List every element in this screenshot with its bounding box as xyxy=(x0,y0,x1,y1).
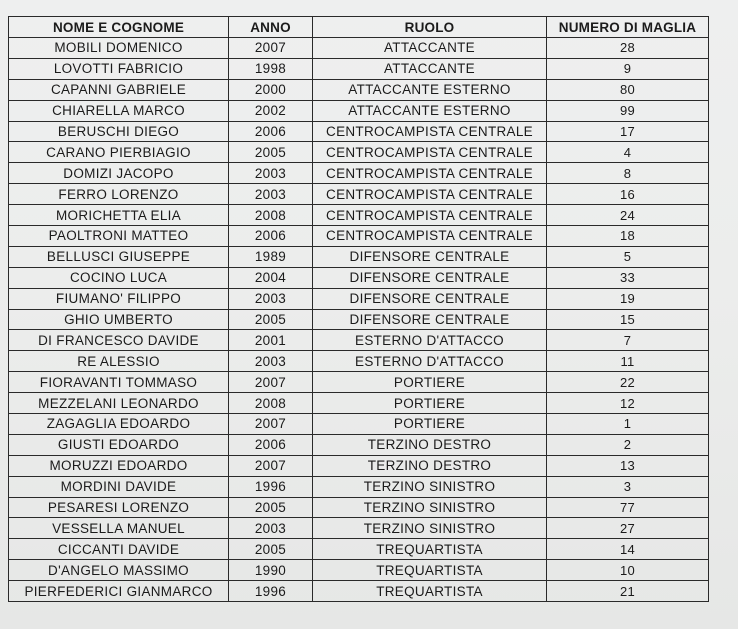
roster-table-head xyxy=(9,17,709,38)
table-row xyxy=(9,393,709,414)
player-name-cell: D'ANGELO MASSIMO xyxy=(9,560,229,581)
player-name-cell: PIERFEDERICI GIANMARCO xyxy=(9,581,229,602)
role-cell: TREQUARTISTA xyxy=(313,560,547,581)
table-row xyxy=(9,142,709,163)
table-row xyxy=(9,581,709,602)
jersey-number-cell: 4 xyxy=(547,142,709,163)
table-row xyxy=(9,455,709,476)
player-name-cell: MORUZZI EDOARDO xyxy=(9,455,229,476)
jersey-number-cell: 80 xyxy=(547,79,709,100)
jersey-number-cell: 99 xyxy=(547,100,709,121)
role-cell: ATTACCANTE xyxy=(313,38,547,59)
birth-year-cell: 2001 xyxy=(229,330,313,351)
jersey-number-cell: 22 xyxy=(547,372,709,393)
table-row xyxy=(9,434,709,455)
player-name-cell: COCINO LUCA xyxy=(9,267,229,288)
birth-year-cell: 2006 xyxy=(229,121,313,142)
player-name-cell: GHIO UMBERTO xyxy=(9,309,229,330)
player-name-cell: FIUMANO' FILIPPO xyxy=(9,288,229,309)
table-row xyxy=(9,184,709,205)
role-cell: ESTERNO D'ATTACCO xyxy=(313,351,547,372)
table-row xyxy=(9,288,709,309)
player-name-cell: GIUSTI EDOARDO xyxy=(9,434,229,455)
header-role: RUOLO xyxy=(313,17,547,38)
birth-year-cell: 2003 xyxy=(229,184,313,205)
role-cell: ATTACCANTE ESTERNO xyxy=(313,79,547,100)
role-cell: TERZINO DESTRO xyxy=(313,455,547,476)
jersey-number-cell: 3 xyxy=(547,476,709,497)
table-row xyxy=(9,309,709,330)
table-row xyxy=(9,205,709,226)
jersey-number-cell: 16 xyxy=(547,184,709,205)
jersey-number-cell: 17 xyxy=(547,121,709,142)
player-name-cell: CHIARELLA MARCO xyxy=(9,100,229,121)
role-cell: TERZINO SINISTRO xyxy=(313,518,547,539)
table-row xyxy=(9,246,709,267)
jersey-number-cell: 15 xyxy=(547,309,709,330)
role-cell: PORTIERE xyxy=(313,393,547,414)
role-cell: DIFENSORE CENTRALE xyxy=(313,309,547,330)
birth-year-cell: 2003 xyxy=(229,351,313,372)
jersey-number-cell: 28 xyxy=(547,38,709,59)
table-row xyxy=(9,163,709,184)
birth-year-cell: 1996 xyxy=(229,476,313,497)
table-row xyxy=(9,497,709,518)
player-name-cell: FIORAVANTI TOMMASO xyxy=(9,372,229,393)
header-name: NOME E COGNOME xyxy=(9,17,229,38)
role-cell: CENTROCAMPISTA CENTRALE xyxy=(313,226,547,247)
role-cell: ATTACCANTE ESTERNO xyxy=(313,100,547,121)
jersey-number-cell: 27 xyxy=(547,518,709,539)
birth-year-cell: 2007 xyxy=(229,372,313,393)
birth-year-cell: 2006 xyxy=(229,226,313,247)
jersey-number-cell: 12 xyxy=(547,393,709,414)
player-name-cell: CICCANTI DAVIDE xyxy=(9,539,229,560)
role-cell: PORTIERE xyxy=(313,372,547,393)
birth-year-cell: 2005 xyxy=(229,309,313,330)
table-row xyxy=(9,38,709,59)
role-cell: CENTROCAMPISTA CENTRALE xyxy=(313,184,547,205)
birth-year-cell: 2002 xyxy=(229,100,313,121)
birth-year-cell: 1996 xyxy=(229,581,313,602)
birth-year-cell: 2003 xyxy=(229,288,313,309)
table-row xyxy=(9,351,709,372)
table-row xyxy=(9,58,709,79)
role-cell: PORTIERE xyxy=(313,414,547,435)
header-number: NUMERO DI MAGLIA xyxy=(547,17,709,38)
role-cell: TREQUARTISTA xyxy=(313,539,547,560)
role-cell: TERZINO DESTRO xyxy=(313,434,547,455)
role-cell: TERZINO SINISTRO xyxy=(313,476,547,497)
birth-year-cell: 1998 xyxy=(229,58,313,79)
birth-year-cell: 2000 xyxy=(229,79,313,100)
table-row xyxy=(9,539,709,560)
birth-year-cell: 2005 xyxy=(229,142,313,163)
jersey-number-cell: 10 xyxy=(547,560,709,581)
role-cell: CENTROCAMPISTA CENTRALE xyxy=(313,142,547,163)
jersey-number-cell: 24 xyxy=(547,205,709,226)
role-cell: ATTACCANTE xyxy=(313,58,547,79)
jersey-number-cell: 14 xyxy=(547,539,709,560)
table-row xyxy=(9,226,709,247)
player-name-cell: DOMIZI JACOPO xyxy=(9,163,229,184)
jersey-number-cell: 8 xyxy=(547,163,709,184)
jersey-number-cell: 77 xyxy=(547,497,709,518)
birth-year-cell: 1989 xyxy=(229,246,313,267)
player-name-cell: LOVOTTI FABRICIO xyxy=(9,58,229,79)
table-row xyxy=(9,100,709,121)
role-cell: CENTROCAMPISTA CENTRALE xyxy=(313,121,547,142)
player-name-cell: CAPANNI GABRIELE xyxy=(9,79,229,100)
roster-table-container xyxy=(8,16,708,602)
jersey-number-cell: 11 xyxy=(547,351,709,372)
birth-year-cell: 2005 xyxy=(229,539,313,560)
jersey-number-cell: 33 xyxy=(547,267,709,288)
player-name-cell: BERUSCHI DIEGO xyxy=(9,121,229,142)
role-cell: DIFENSORE CENTRALE xyxy=(313,246,547,267)
role-cell: CENTROCAMPISTA CENTRALE xyxy=(313,205,547,226)
roster-table-body xyxy=(9,38,709,602)
player-name-cell: PAOLTRONI MATTEO xyxy=(9,226,229,247)
player-name-cell: MORICHETTA ELIA xyxy=(9,205,229,226)
player-name-cell: ZAGAGLIA EDOARDO xyxy=(9,414,229,435)
birth-year-cell: 2007 xyxy=(229,455,313,476)
birth-year-cell: 2003 xyxy=(229,163,313,184)
player-name-cell: MOBILI DOMENICO xyxy=(9,38,229,59)
table-row xyxy=(9,267,709,288)
player-name-cell: RE ALESSIO xyxy=(9,351,229,372)
table-row xyxy=(9,414,709,435)
birth-year-cell: 2008 xyxy=(229,393,313,414)
jersey-number-cell: 2 xyxy=(547,434,709,455)
role-cell: DIFENSORE CENTRALE xyxy=(313,288,547,309)
table-row xyxy=(9,121,709,142)
player-name-cell: PESARESI LORENZO xyxy=(9,497,229,518)
role-cell: DIFENSORE CENTRALE xyxy=(313,267,547,288)
player-name-cell: DI FRANCESCO DAVIDE xyxy=(9,330,229,351)
table-row xyxy=(9,372,709,393)
table-row xyxy=(9,79,709,100)
table-row xyxy=(9,560,709,581)
role-cell: TREQUARTISTA xyxy=(313,581,547,602)
table-row xyxy=(9,476,709,497)
player-name-cell: CARANO PIERBIAGIO xyxy=(9,142,229,163)
birth-year-cell: 2007 xyxy=(229,38,313,59)
player-name-cell: MORDINI DAVIDE xyxy=(9,476,229,497)
jersey-number-cell: 7 xyxy=(547,330,709,351)
jersey-number-cell: 21 xyxy=(547,581,709,602)
jersey-number-cell: 13 xyxy=(547,455,709,476)
birth-year-cell: 2003 xyxy=(229,518,313,539)
birth-year-cell: 2006 xyxy=(229,434,313,455)
header-year: ANNO xyxy=(229,17,313,38)
birth-year-cell: 2008 xyxy=(229,205,313,226)
role-cell: TERZINO SINISTRO xyxy=(313,497,547,518)
table-row xyxy=(9,330,709,351)
birth-year-cell: 2004 xyxy=(229,267,313,288)
jersey-number-cell: 5 xyxy=(547,246,709,267)
birth-year-cell: 1990 xyxy=(229,560,313,581)
roster-table xyxy=(8,16,709,602)
header-row xyxy=(9,17,709,38)
player-name-cell: FERRO LORENZO xyxy=(9,184,229,205)
jersey-number-cell: 1 xyxy=(547,414,709,435)
player-name-cell: BELLUSCI GIUSEPPE xyxy=(9,246,229,267)
table-row xyxy=(9,518,709,539)
jersey-number-cell: 9 xyxy=(547,58,709,79)
birth-year-cell: 2007 xyxy=(229,414,313,435)
birth-year-cell: 2005 xyxy=(229,497,313,518)
jersey-number-cell: 19 xyxy=(547,288,709,309)
role-cell: ESTERNO D'ATTACCO xyxy=(313,330,547,351)
jersey-number-cell: 18 xyxy=(547,226,709,247)
player-name-cell: VESSELLA MANUEL xyxy=(9,518,229,539)
player-name-cell: MEZZELANI LEONARDO xyxy=(9,393,229,414)
role-cell: CENTROCAMPISTA CENTRALE xyxy=(313,163,547,184)
